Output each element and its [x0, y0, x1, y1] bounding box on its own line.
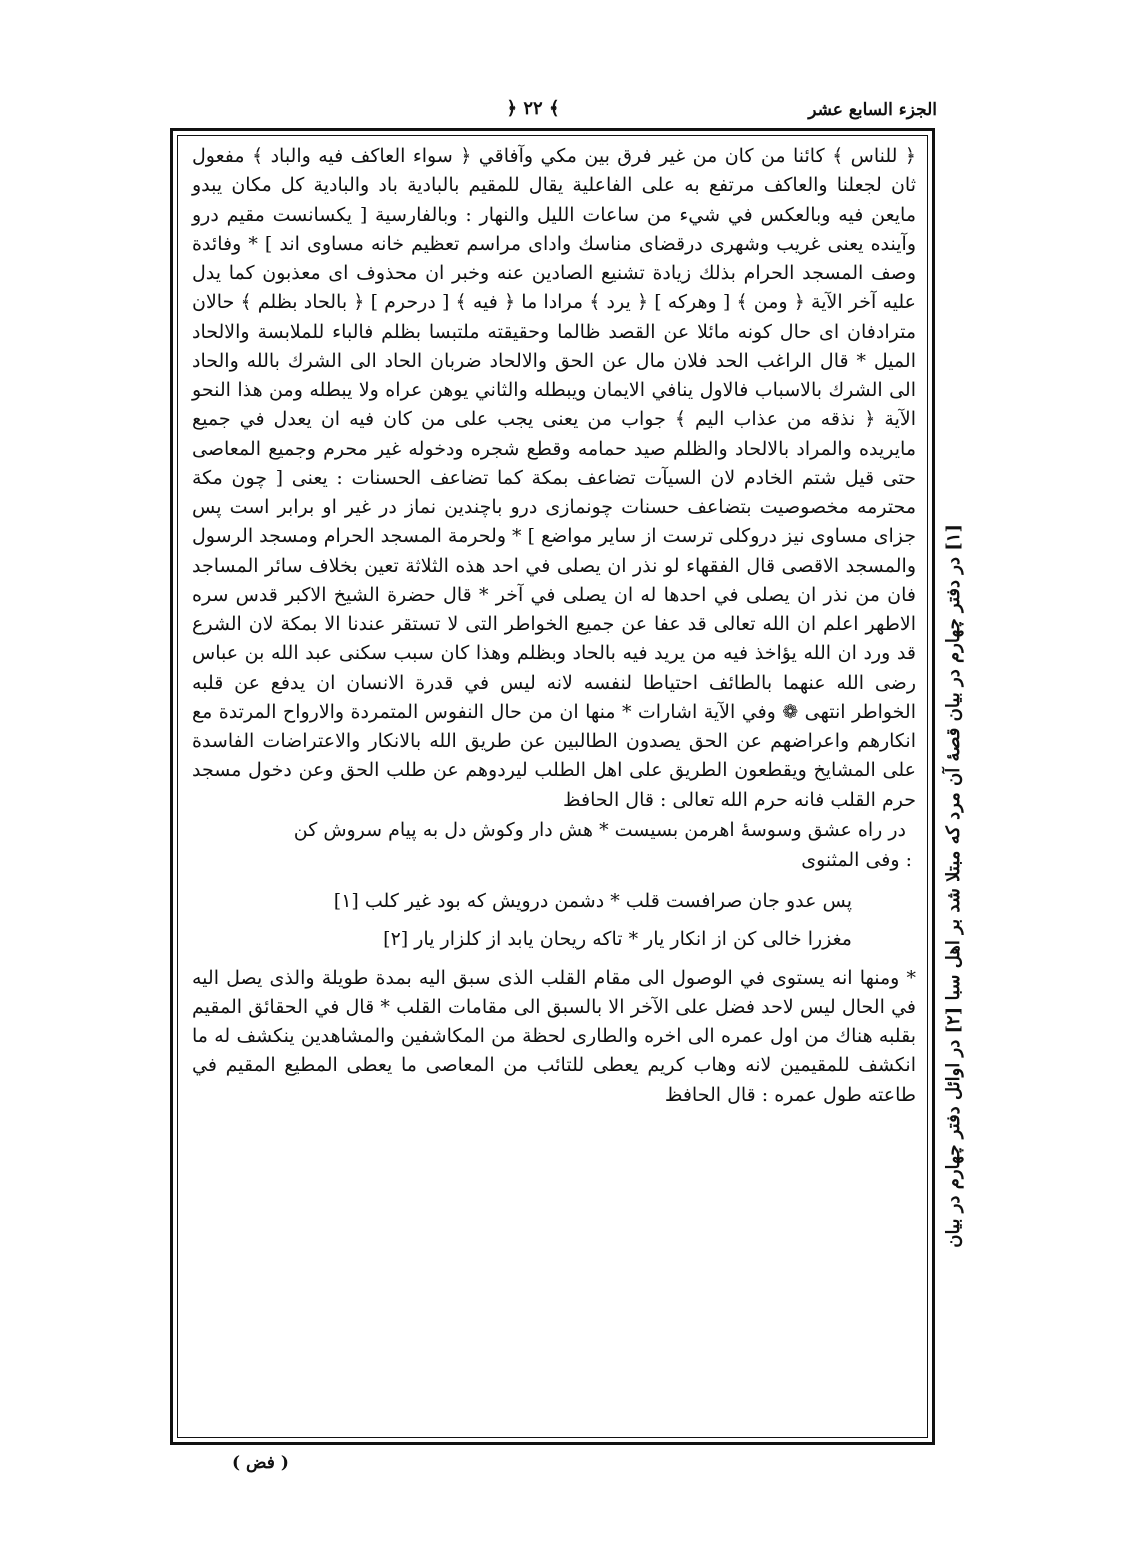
paragraph-second: * ومنها انه يستوى في الوصول الى مقام القلب الذى سبق اليه بمدة طويلة والذى يصل اليه في الحال ليس لاحد فضل على الآخر الا بالسبق الى مقامات القلب * قال في الحقائق المقيم بقلبه هناك من اول عمره الى اخره والطارى لحظة من المكاشفين والمشاهدين ينكشف له ما انكشف للمقيمين لانه وهاب كريم يعطى للتائب من المعاصى ما يعطى المطيع المقيم في طاعته طول عمره : قال الحافظ — [192, 966, 916, 1106]
couplet-line-1: پس عدو جان صرافست قلب * دشمن درويش كه بود غير كلب [١] — [333, 889, 852, 912]
couplet-line-2: مغزرا خالى كن از انكار يار * تاكه ريحان يابد از كلزار يار [٢] — [383, 927, 852, 950]
page-number: ﴿ ٢٢ ﴾ — [506, 98, 560, 119]
margin-footnote: [١] در دفتر چهارم در بيان قصهٔ آن مرد که مبتلا شد بر اهل سبا [٢] در اوائل دفتر چهارم در بيان — [943, 524, 964, 1248]
mathnawi-label: : وفى المثنوى — [801, 849, 912, 872]
signature-mark: ( فض ) — [232, 1453, 289, 1473]
hafiz-verse: در راه عشق وسوسهٔ اهرمن بسيست * هش دار وكوش دل به پيام سروش كن — [293, 818, 906, 841]
main-text — [192, 142, 916, 1432]
mathnawi-couplets — [192, 882, 916, 958]
paragraph-commentary: ﴿ للناس ﴾ كائنا من كان من غير فرق بين مكي وآفاقي ﴿ سواء العاكف فيه والباد ﴾ مفعول ثان لجعلنا والعاكف مرتفع به على الفاعلية يقال للمقيم بالبادية باد والبادية كل مكان يبدو مايعن فيه وبالعكس في شيء من ساعات الليل والنهار : وبالفارسية [ يكسانست مقيم درو وآينده يعنى غريب وشهرى درقضاى مناسك واداى مراسم تعظيم خانه مساوى اند ] * وفائدة وصف المسجد الحرام بذلك زيادة تشنيع الصادين عنه وخبر ان محذوف اى معذبون كما يدل عليه آخر الآية ﴿ ومن ﴾ [ وهركه ] ﴿ يرد ﴾ مرادا ما ﴿ فيه ﴾ [ درحرم ] ﴿ بالحاد بظلم ﴾ حالان مترادفان اى حال كونه مائلا عن القصد ظالما وحقيقته ملتبسا بظلم فالباء للملابسة والالحاد الميل * قال الراغب الحد فلان مال عن الحق والالحاد ضربان الحاد الى الشرك بالله والحاد الى الشرك بالاسباب فالاول ينافي الايمان ويبطله والثاني يوهن عراه ولا يبطله ومن هذا النحو الآية ﴿ نذقه من عذاب اليم ﴾ جواب من يعنى يجب على من كان فيه ان يعدل في جميع مايريده والمراد بالالحاد والظلم صيد حمامه وقطع شجره ودخوله غير محرم وجميع المعاصى حتى قيل شتم الخادم لان السيآت تضاعف بمكة كما تضاعف الحسنات : يعنى [ چون مكة محترمه مخصوصيت بتضاعف حسنات چونمازى درو باچندين نماز در غير او برابر است پس جزاى مساوى نيز دروكلى ترست از ساير مواضع ] * ولحرمة المسجد الحرام ومسجد الرسول والمسجد الاقصى قال الفقهاء لو نذر ان يصلى في احد هذه الثلاثة تعين بخلاف سائر المساجد فان من نذر ان يصلى في احدها له ان يصلى في آخر * قال حضرة الشيخ الاكبر قدس سره الاطهر اعلم ان الله تعالى قد عفا عن جميع الخواطر التى لا تستقر عندنا الا بمكة لان الشرع قد ورد ان الله يؤاخذ فيه من يريد فيه بالحاد وبظلم وهذا كان سبب سكنى عبد الله بن عباس رضى الله عنهما بالطائف احتياطا لنفسه لانه ليس في قدرة الانسان ان يدفع عن قلبه الخواطر انتهى ❁ وفي الآية اشارات * منها ان من حال النفوس المتمردة والارواح المرتدة مع انكارهم واعراضهم عن الحق يصدون الطالبين عن طريق الله بالانكار والاعتراضات الفاسدة على المشايخ ويقطعون الطريق على اهل الطلب ليردوهم عن طلب الحق وعن دخول مسجد حرم القلب فانه حرم الله تعالى : قال الحافظ — [192, 145, 916, 811]
juz-title: الجزء السابع عشر — [808, 100, 937, 120]
